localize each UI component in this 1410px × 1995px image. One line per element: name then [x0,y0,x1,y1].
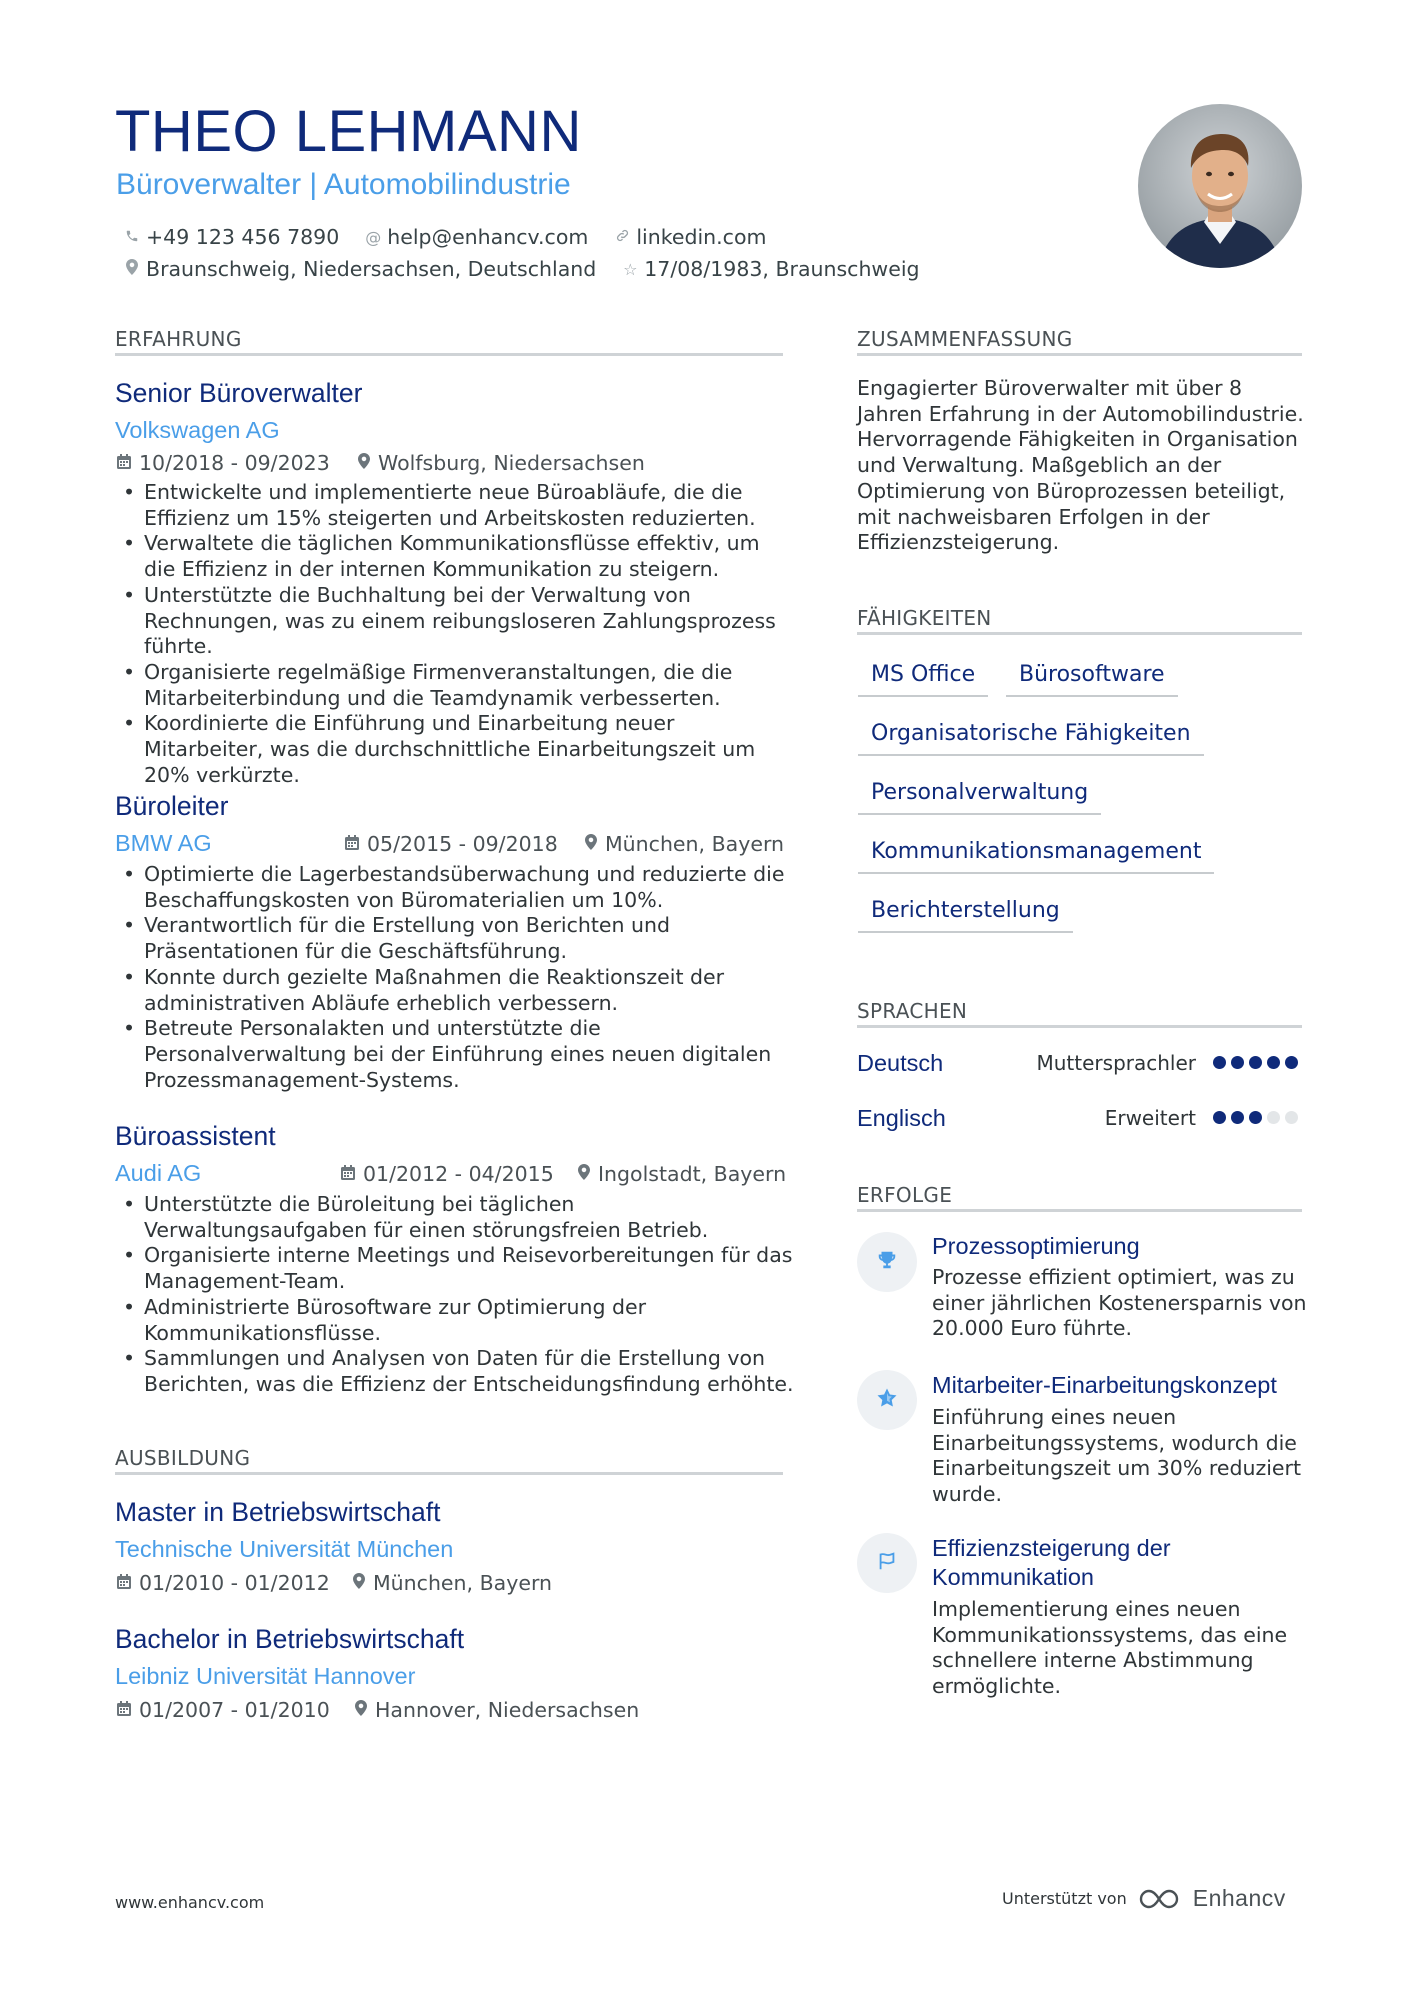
achievement-icon-wrap [857,1370,917,1430]
birth-item [622,257,919,281]
rating-dot-filled [1213,1056,1226,1069]
skill-tag: Bürosoftware [1006,662,1178,697]
job-title: Senior Büroverwalter [115,378,363,408]
edu-dates-text: 01/2010 - 01/2012 [139,1571,330,1595]
achievement-icon-wrap [857,1533,917,1593]
degree-title: Bachelor in Betriebswirtschaft [115,1624,465,1654]
job-title: Büroleiter [115,791,229,821]
bullet-item: • Konnte durch gezielte Maßnahmen die Reaktionszeit der administrativen Abläufe erheblich verbessern. [115,965,795,1016]
job-dates [345,832,558,856]
edu-location-text: München, Bayern [373,1571,553,1595]
powered-by-text: Unterstützt von [1002,1889,1127,1908]
calendar-icon [341,1165,355,1184]
birth-text: 17/08/1983, Braunschweig [644,257,920,281]
brand-name: Enhancv [1192,1885,1286,1911]
location-pin-icon [578,1164,590,1184]
job-dates-text: 01/2012 - 04/2015 [363,1162,554,1186]
edu-location [355,1698,639,1722]
degree-title: Master in Betriebswirtschaft [115,1497,441,1527]
summary-text: Engagierter Büroverwalter mit über 8 Jahren Erfahrung in der Automobilindustrie. Hervorragende Fähigkeiten in Organisation und Verwaltung. Maßgeblich an der Optimierung von Büroprozessen beteiligt, mit nachweisbaren Erfolgen in der Effizienzsteigerung. [857,376,1304,555]
skill-tag: MS Office [858,662,988,697]
bullet-item: • Betreute Personalakten und unterstützte die Personalverwaltung bei der Einführung eines neuen digitalen Prozessmanagement-Systems. [115,1016,795,1093]
trophy-icon [876,1249,898,1275]
summary-heading: ZUSAMMENFASSUNG [857,327,1302,356]
contact-row-2 [124,257,946,281]
experience-heading: ERFAHRUNG [115,327,783,356]
language-rating [1213,1056,1298,1069]
achievement-description: Implementierung eines neuen Kommunikationssystems, das eine schnellere interne Abstimmung ermöglichte. [932,1597,1288,1699]
location-pin-icon [353,1573,365,1593]
edu-dates-text: 01/2007 - 01/2010 [139,1698,330,1722]
job-location-text: Wolfsburg, Niedersachsen [378,451,645,475]
phone-text: +49 123 456 7890 [146,225,340,249]
enhancv-logo-icon [1139,1888,1185,1910]
bullet-item: • Organisierte interne Meetings und Reisevorbereitungen für das Management-Team. [115,1243,795,1294]
bullet-item: • Sammlungen und Analysen von Daten für die Erstellung von Berichten, was die Effizienz der Entscheidungsfindung erhöhte. [115,1346,795,1397]
school-name: Technische Universität München [115,1536,454,1562]
calendar-icon [117,1701,131,1720]
bullet-item: • Administrierte Bürosoftware zur Optimierung der Kommunikationsflüsse. [115,1295,795,1346]
bullet-item: • Unterstützte die Buchhaltung bei der Verwaltung von Rechnungen, was zu einem reibungsloseren Zahlungsprozess führte. [115,583,795,660]
at-icon: @ [365,227,382,247]
bullet-item: • Verantwortlich für die Erstellung von Berichten und Präsentationen für die Geschäftsführung. [115,913,795,964]
languages-heading: SPRACHEN [857,999,1302,1028]
rating-dot-filled [1285,1056,1298,1069]
phone-icon [124,228,140,247]
edu-location-text: Hannover, Niedersachsen [375,1698,640,1722]
bullet-item: • Entwickelte und implementierte neue Büroabläufe, die die Effizienz um 15% steigerten und Arbeitskosten reduzierten. [115,480,795,531]
job-dates [341,1162,554,1186]
location-pin-icon [358,453,370,473]
bullet-item: • Verwaltete die täglichen Kommunikationsflüsse effektiv, um die Effizienz in der internen Kommunikation zu steigern. [115,531,795,582]
language-level: Erweitert [1104,1106,1196,1130]
job-dates [117,451,330,475]
achievement-title: Mitarbeiter-Einarbeitungskonzept [932,1372,1277,1398]
job-location [578,1162,786,1186]
job-location [358,451,645,475]
location-text: Braunschweig, Niedersachsen, Deutschland [146,257,597,281]
job-bullets [115,1192,795,1398]
linkedin-item[interactable] [614,225,766,249]
rating-dot-filled [1231,1056,1244,1069]
rating-dot-filled [1249,1056,1262,1069]
location-pin-icon [124,259,140,279]
calendar-icon [117,1574,131,1593]
phone-item [124,225,339,249]
education-heading: AUSBILDUNG [115,1446,783,1475]
footer-brand [1002,1885,1286,1912]
school-name: Leibniz Universität Hannover [115,1663,416,1689]
job-location-text: München, Bayern [605,832,785,856]
linkedin-text[interactable]: linkedin.com [636,225,767,249]
skill-tag: Berichterstellung [858,898,1073,933]
job-dates-text: 05/2015 - 09/2018 [367,832,558,856]
rating-dot-filled [1249,1111,1262,1124]
language-name: Deutsch [857,1050,944,1076]
location-item [124,257,596,281]
job-dates-text: 10/2018 - 09/2023 [139,451,330,475]
job-title: Büroassistent [115,1121,276,1151]
job-location-text: Ingolstadt, Bayern [598,1162,787,1186]
link-icon [614,228,630,247]
star-icon [875,1386,899,1414]
edu-dates [117,1698,330,1722]
location-pin-icon [585,834,597,854]
skill-tag: Kommunikationsmanagement [858,839,1214,874]
skill-tag: Organisatorische Fähigkeiten [858,721,1204,756]
location-pin-icon [355,1700,367,1720]
job-bullets [115,480,795,788]
rating-dot-filled [1267,1056,1280,1069]
skills-heading: FÄHIGKEITEN [857,606,1302,635]
bullet-item: • Optimierte die Lagerbestandsüberwachung und reduzierte die Beschaffungskosten von Büromaterialien um 10%. [115,862,795,913]
achievement-icon-wrap [857,1232,917,1292]
candidate-name: THEO LEHMANN [115,99,582,164]
calendar-icon [117,454,131,473]
contact-row-1 [124,225,792,249]
achievement-title: Prozessoptimierung [932,1233,1140,1259]
footer-website[interactable]: www.enhancv.com [115,1893,265,1912]
achievement-description: Prozesse effizient optimiert, was zu einer jährlichen Kostenersparnis von 20.000 Euro führte. [932,1265,1307,1341]
rating-dot-empty [1285,1111,1298,1124]
rating-dot-filled [1231,1111,1244,1124]
job-location [585,832,784,856]
flag-icon [876,1550,898,1576]
candidate-title: Büroverwalter | Automobilindustrie [116,168,571,201]
company-name: Audi AG [115,1160,202,1186]
email-item[interactable] [365,225,588,249]
bullet-item: • Koordinierte die Einführung und Einarbeitung neuer Mitarbeiter, was die durchschnittliche Einarbeitungszeit um 20% verkürzte. [115,711,795,788]
achievement-title: Effizienzsteigerung der Kommunikation [932,1535,1171,1590]
language-level: Muttersprachler [1036,1051,1196,1075]
rating-dot-filled [1213,1111,1226,1124]
company-name: Volkswagen AG [115,417,280,443]
language-name: Englisch [857,1105,946,1131]
bullet-item: • Unterstützte die Büroleitung bei täglichen Verwaltungsaufgaben für einen störungsfreien Betrieb. [115,1192,795,1243]
achievements-heading: ERFOLGE [857,1183,1302,1212]
language-rating [1213,1111,1298,1124]
bullet-item: • Organisierte regelmäßige Firmenveranstaltungen, die die Mitarbeiterbindung und die Teamdynamik verbesserten. [115,660,795,711]
edu-location [353,1571,552,1595]
email-text[interactable]: help@enhancv.com [387,225,589,249]
edu-dates [117,1571,330,1595]
job-bullets [115,862,795,1093]
skill-tag: Personalverwaltung [858,780,1101,815]
profile-photo [1138,104,1302,268]
achievement-description: Einführung eines neuen Einarbeitungssystems, wodurch die Einarbeitungszeit um 30% reduziert wurde. [932,1405,1301,1507]
calendar-icon [345,835,359,854]
rating-dot-empty [1267,1111,1280,1124]
company-name: BMW AG [115,830,212,856]
star-outline-icon: ☆ [623,259,638,279]
